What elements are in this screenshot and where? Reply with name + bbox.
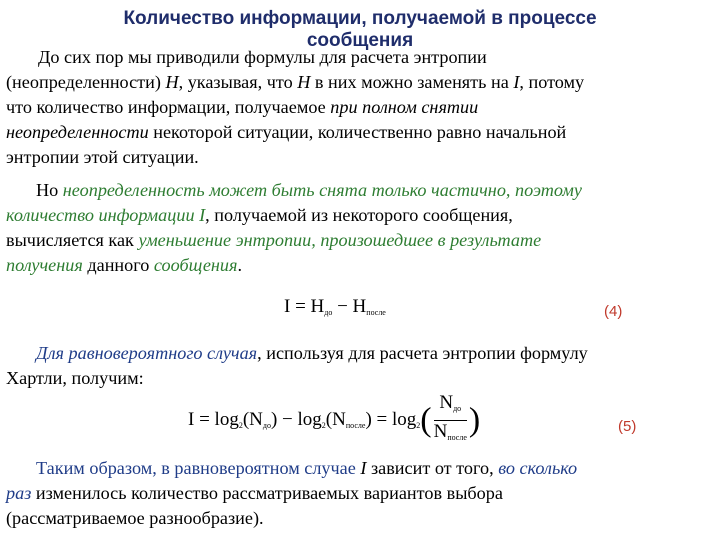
fraction-denominator-sub: после [447, 433, 467, 442]
p2-text: данного [82, 255, 154, 275]
p3-text: , используя для расчета энтропии формулу [257, 343, 588, 363]
formula-5 [188, 392, 480, 449]
p3-blue-text: Для равновероятного случая [36, 343, 258, 363]
formula-5-subscript: 2 [238, 420, 243, 430]
paragraph-2 [6, 178, 710, 278]
p3-line-2: Хартли, получим: [6, 368, 144, 388]
p2-line-1 [6, 178, 710, 203]
formula-5-subscript: до [262, 420, 271, 430]
p4-line-3: (рассматриваемое разнообразие). [6, 508, 264, 528]
formula-4-part: − H [332, 296, 367, 317]
formula-5-part: (N [325, 408, 346, 430]
p1-line-4 [6, 120, 710, 145]
formula-5-part: (N [242, 408, 263, 430]
fraction-numerator [434, 392, 467, 421]
formula-5-fraction [434, 392, 467, 449]
p4-blue-text: Таким образом, в равновероятном случае [36, 458, 361, 478]
p2-line-3 [6, 228, 710, 253]
formula-5-part: ) − log [270, 408, 322, 430]
p2-text: вычисляется как [6, 230, 139, 250]
formula-4-subscript: до [324, 308, 333, 317]
p4-text: зависит от того, [366, 458, 499, 478]
p1-text: , указывая, что [178, 72, 298, 92]
p1-line-1: До сих пор мы приводили формулы для расчета энтропии [38, 47, 487, 67]
formula-4-part: I = H [284, 296, 325, 317]
p1-text: (неопределенности) [6, 72, 166, 92]
p1-H-symbol: Н [165, 72, 179, 92]
p4-blue-text: во сколько [498, 458, 578, 478]
p1-text: , потому [519, 72, 585, 92]
p2-text: , получаемой из некоторого сообщения, [205, 205, 513, 225]
p2-text: Но [36, 180, 63, 200]
formula-5-paren: ) [468, 401, 481, 439]
p3-line-1 [6, 341, 710, 366]
p2-text: . [237, 255, 243, 275]
p1-text: некоторой ситуации, количественно равно начальной [148, 122, 567, 142]
formula-5-part: I = log [188, 408, 239, 430]
p2-green-text: сообщения [153, 255, 238, 275]
p2-green-text: количество информации I [6, 205, 206, 225]
p1-emphasis: неопределенности [6, 122, 149, 142]
p2-line-2 [6, 203, 710, 228]
title-line-2: сообщения [306, 30, 414, 51]
equation-number-4: (4) [604, 303, 623, 320]
p4-I-symbol: I [360, 458, 367, 478]
formula-5-paren: ( [420, 401, 432, 439]
p2-line-4 [6, 253, 710, 278]
p4-line-2 [6, 481, 710, 506]
title-line-1: Количество информации, получаемой в процессе [123, 8, 597, 29]
equation-number-5: (5) [618, 418, 637, 435]
p2-green-text: получения [6, 255, 83, 275]
p4-line-1 [6, 456, 710, 481]
formula-4 [284, 296, 386, 318]
paragraph-1 [6, 45, 710, 170]
p1-text: что количество информации, получаемое [6, 97, 331, 117]
formula-4-subscript: после [366, 308, 386, 317]
fraction-numerator-sub: до [453, 404, 462, 413]
formula-5-subscript: 2 [416, 420, 421, 430]
formula-5-subscript: после [345, 420, 366, 430]
paragraph-3 [6, 341, 710, 391]
p4-blue-text: раз [6, 483, 32, 503]
fraction-denominator-text: N [433, 421, 448, 442]
paragraph-4 [6, 456, 710, 531]
p1-H-symbol: Н [297, 72, 311, 92]
p1-line-5: энтропии этой ситуации. [6, 147, 199, 167]
formula-5-part: ) = log [365, 408, 417, 430]
p2-green-text: уменьшение энтропии, произошедшее в результате [138, 230, 542, 250]
p1-text: в них можно заменять на [310, 72, 514, 92]
p4-text: изменилось количество рассматриваемых вариантов выбора [31, 483, 503, 503]
p1-emphasis: при полном снятии [330, 97, 479, 117]
fraction-numerator-text: N [439, 392, 454, 413]
p1-I-symbol: I [513, 72, 520, 92]
p1-line-2 [6, 70, 710, 95]
formula-5-subscript: 2 [321, 420, 326, 430]
fraction-denominator [434, 421, 467, 449]
p1-line-3 [6, 95, 710, 120]
p2-green-text: неопределенность может быть снята только частично, поэтому [62, 180, 582, 200]
